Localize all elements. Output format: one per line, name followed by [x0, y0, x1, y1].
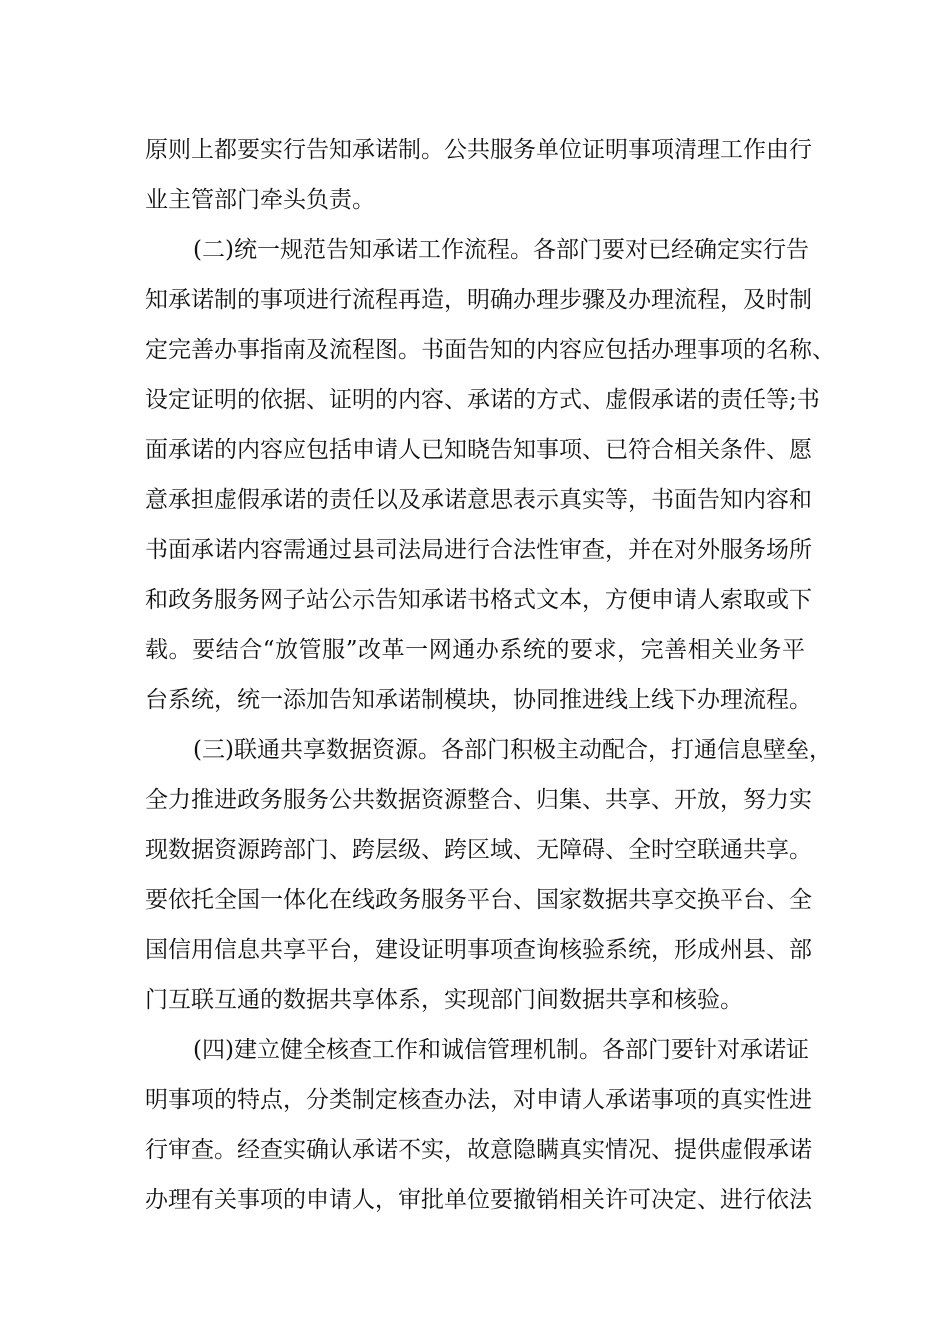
text-line: 面承诺的内容应包括申请人已知晓告知事项、已符合相关条件、愿 — [145, 437, 812, 463]
text-line: 业主管部门牵头负责。 — [145, 187, 375, 213]
text-line: 全力推进政务服务公共数据资源整合、归集、共享、开放，努力实 — [145, 787, 812, 813]
text-line: 原则上都要实行告知承诺制。公共服务单位证明事项清理工作由行 — [145, 137, 812, 163]
text-line: 明事项的特点，分类制定核查办法，对申请人承诺事项的真实性进 — [145, 1087, 812, 1113]
text-line: 和政务服务网子站公示告知承诺书格式文本，方便申请人索取或下 — [145, 587, 812, 613]
text-line: 意承担虚假承诺的责任以及承诺意思表示真实等，书面告知内容和 — [145, 487, 812, 513]
text-line: 办理有关事项的申请人，审批单位要撤销相关许可决定、进行依法 — [145, 1187, 812, 1213]
text-line: 门互联互通的数据共享体系，实现部门间数据共享和核验。 — [145, 987, 743, 1013]
text-line: 要依托全国一体化在线政务服务平台、国家数据共享交换平台、全 — [145, 887, 812, 913]
paragraph-heading-line: (三)联通共享数据资源。各部门积极主动配合，打通信息壁垒， — [193, 737, 832, 763]
text-line: 行审查。经查实确认承诺不实，故意隐瞒真实情况、提供虚假承诺 — [145, 1137, 812, 1163]
paragraph-heading-line: (四)建立健全核查工作和诚信管理机制。各部门要针对承诺证 — [193, 1037, 809, 1063]
text-line: 知承诺制的事项进行流程再造，明确办理步骤及办理流程，及时制 — [145, 287, 812, 313]
text-line: 国信用信息共享平台，建设证明事项查询核验系统，形成州县、部 — [145, 937, 812, 963]
paragraph-heading-line: (二)统一规范告知承诺工作流程。各部门要对已经确定实行告 — [193, 237, 809, 263]
text-line: 台系统，统一添加告知承诺制模块，协同推进线上线下办理流程。 — [145, 687, 812, 713]
text-line: 载。要结合“放管服”改革一网通办系统的要求，完善相关业务平 — [145, 637, 805, 663]
text-line: 设定证明的依据、证明的内容、承诺的方式、虚假承诺的责任等;书 — [145, 387, 820, 413]
text-line: 定完善办事指南及流程图。书面告知的内容应包括办理事项的名称、 — [145, 337, 835, 363]
text-line: 现数据资源跨部门、跨层级、跨区域、无障碍、全时空联通共享。 — [145, 837, 812, 863]
text-line: 书面承诺内容需通过县司法局进行合法性审查，并在对外服务场所 — [145, 537, 812, 563]
